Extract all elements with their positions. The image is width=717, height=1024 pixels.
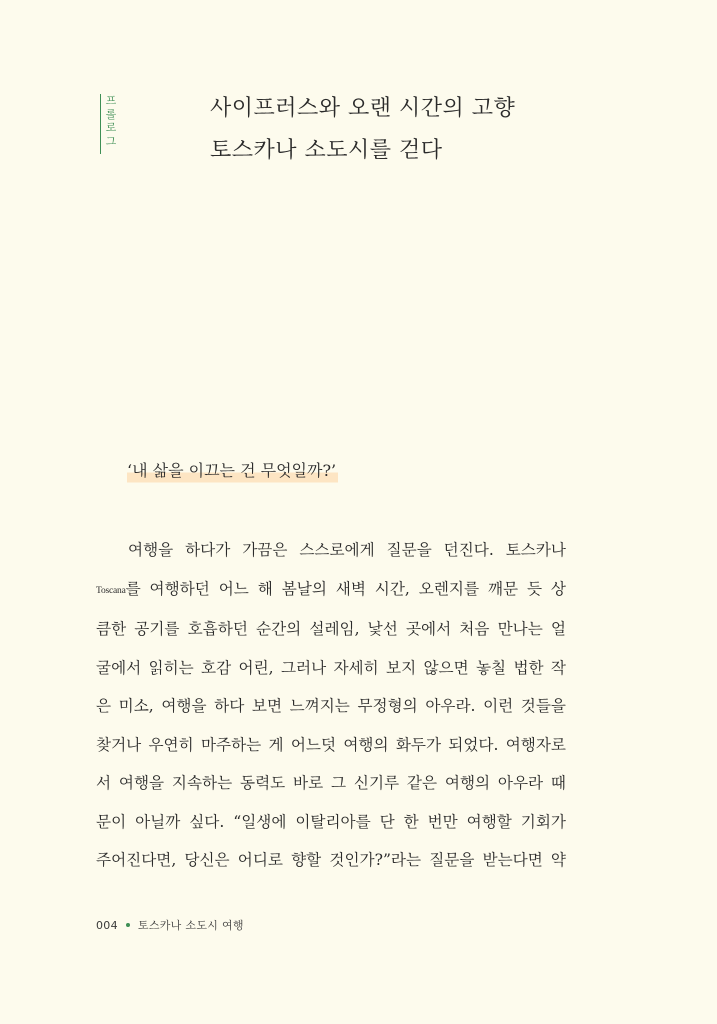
page-footer: [96, 917, 244, 933]
body-line: 찾거나 우연히 마주하는 게 어느덧 여행의 화두가 되었다. 여행자로: [96, 735, 566, 754]
highlighted-quote: ‘내 삶을 이끄는 건 무엇일까?’: [127, 458, 338, 484]
prologue-label: [100, 94, 115, 154]
body-line: 여행을 하다가 가끔은 스스로에게 질문을 던진다. 토스카나: [128, 541, 566, 559]
latin-annotation: Toscana: [96, 585, 126, 596]
body-line: [96, 570, 566, 611]
running-title: 토스카나 소도시 여행: [137, 919, 244, 932]
body-line: 큼한 공기를 호흡하던 순간의 설레임, 낯선 곳에서 처음 만나는 얼: [96, 620, 566, 638]
body-line-text: 를 여행하던 어느 해 봄날의 새벽 시간, 오렌지를 깨문 듯 상: [125, 579, 566, 598]
body-line: 주어진다면, 당신은 어디로 향할 것인가?”라는 질문을 받는다면 약: [96, 851, 566, 869]
chapter-title-line-2: 토스카나 소도시를 걷다: [210, 138, 443, 163]
bullet-icon: [126, 923, 130, 927]
body-line: 굴에서 읽히는 호감 어린, 그러나 자세히 보지 않으면 놓칠 법한 작: [96, 658, 566, 677]
page-number: 004: [96, 919, 118, 932]
body-line: 은 미소, 여행을 하다 보면 느껴지는 무정형의 아우라. 이런 것들을: [96, 697, 566, 715]
body-paragraph: [96, 531, 566, 880]
body-line: 문이 아닐까 싶다. “일생에 이탈리아를 단 한 번만 여행할 기회가: [96, 812, 566, 831]
chapter-title: [210, 88, 515, 172]
chapter-title-line-1: 사이프러스와 오랜 시간의 고향: [210, 96, 516, 121]
body-line: 서 여행을 지속하는 동력도 바로 그 신기루 같은 여행의 아우라 때: [96, 774, 566, 792]
prologue-label-text: 프롤로그: [105, 94, 117, 148]
